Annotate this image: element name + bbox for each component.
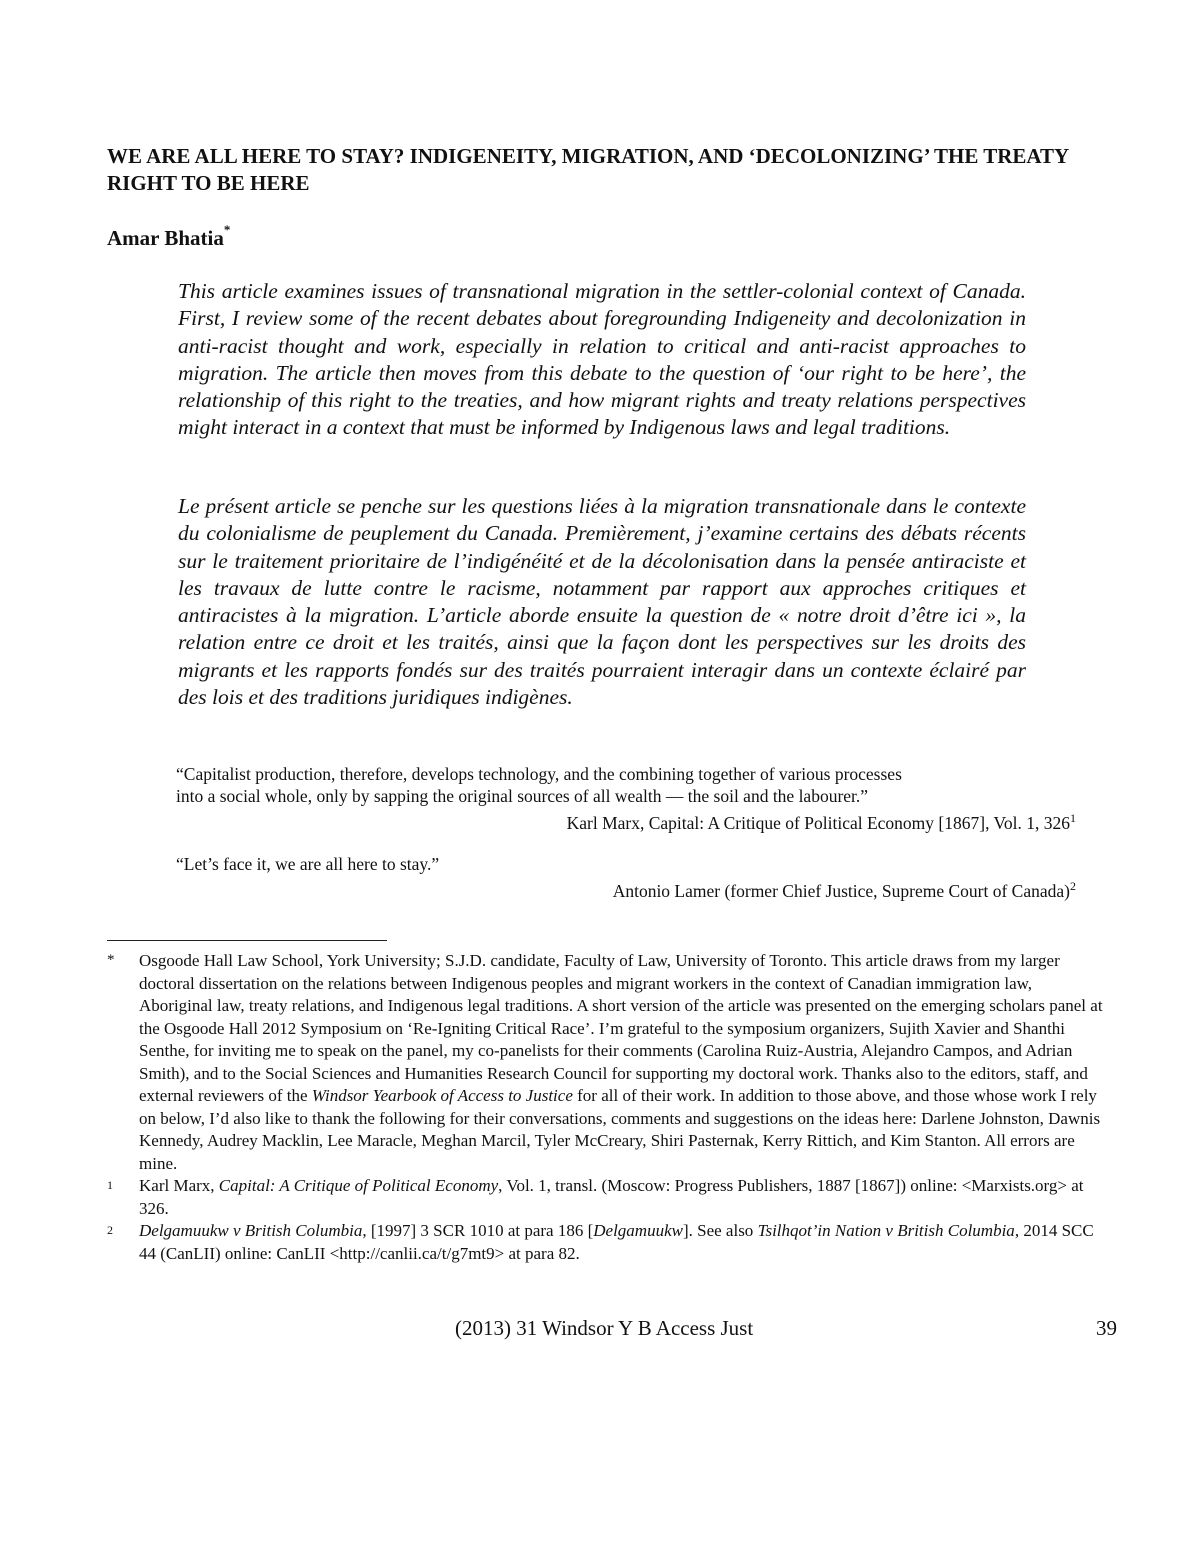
footnote-text	[139, 950, 1103, 1175]
epigraph-quote-line: “Let’s face it, we are all here to stay.”	[176, 854, 440, 874]
epigraph-marx	[176, 763, 1076, 834]
author-line	[107, 222, 231, 251]
abstract-french: Le présent article se penche sur les questions liées à la migration transnationale dans le contexte du colonialisme de peuplement du Canada. Premièrement, j’examine certains des débats récents sur le traitement prioritaire de l’indigénéité et de la décolonisation dans la pensée antiraciste et les travaux de lutte contre le racisme, notamment par rapport aux approches critiques et antiracistes à la migration. L’article aborde ensuite la question de « notre droit d’être ici », la relation entre ce droit et les traités, ainsi que la façon dont les perspectives sur les droits des migrants et les rapports fondés sur des traités pourraient interagir dans un contexte éclairé par des lois et des traditions juridiques indigènes.	[178, 494, 1026, 710]
case-name: Tsilhqot’in Nation v British Columbia	[757, 1221, 1015, 1240]
footnote-text-part: for all of their work. In addition to those above, and those whose work I rely on below, I’d also like to thank the following for their conversations, comments and suggestions on the ideas here: Darlene Johnston, Dawnis Kennedy, Audrey Macklin, Lee Maracle, Meghan Marcil, Tyler McCreary, Shiri Pasternak, Kerry Rittich, and Kim Stanton. All errors are mine.	[139, 1086, 1101, 1173]
epigraph-attribution-text: Karl Marx, Capital: A Critique of Political Economy [1867], Vol. 1, 326	[566, 812, 1070, 833]
footnote-text	[139, 1175, 1103, 1220]
author-name: Amar Bhatia	[107, 226, 224, 250]
footnote-1	[107, 1175, 1103, 1220]
case-short-name: Delgamuukw	[593, 1221, 683, 1240]
epigraph-attribution-text: Antonio Lamer (former Chief Justice, Supreme Court of Canada)	[612, 880, 1070, 901]
footnote-text-part: Osgoode Hall Law School, York University; S.J.D. candidate, Faculty of Law, University of Toronto. This article draws from my larger doctoral dissertation on the relations between Indigenous peoples and migrant workers in the context of Canadian immigration law, Aboriginal law, treaty relations, and Indigenous legal traditions. A short version of the article was presented on the emerging scholars panel at the Osgoode Hall 2012 Symposium on ‘Re-Igniting Critical Race’. I’m grateful to the symposium organizers, Sujith Xavier and Shanthi Senthe, for inviting me to speak on the panel, my co-panelists for their comments (Carolina Ruiz-Austria, Alejandro Campos, and Adrian Smith), and to the Social Sciences and Humanities Research Council for supporting my doctoral work. Thanks also to the editors, staff, and external reviewers of the	[139, 951, 1103, 1105]
footnote-text-part: , 2014 SCC 44 (CanLII) online: CanLII <http://canlii.ca/t/g7mt9> at para 82.	[139, 1221, 1094, 1263]
footnote-text-part: ]. See also	[682, 1221, 758, 1240]
article-title: WE ARE ALL HERE TO STAY? INDIGENEITY, MIGRATION, AND ‘DECOLONIZING’ THE TREATY RIGHT TO BE HERE	[107, 144, 1069, 195]
epigraph-quote-line: into a social whole, only by sapping the original sources of all wealth — the soil and the labourer.”	[176, 786, 869, 806]
footnote-mark: *	[107, 952, 115, 968]
epigraph-attribution	[176, 875, 1076, 902]
page-number: 39	[1096, 1316, 1117, 1340]
epigraph-lamer	[176, 853, 1076, 902]
footnote-star	[107, 950, 1103, 1175]
footnote-ref[interactable]: 1	[1070, 811, 1076, 825]
case-name: Delgamuukw v British Columbia	[139, 1221, 363, 1240]
author-footnote-mark[interactable]: *	[223, 222, 231, 237]
footnote-text-part: , Vol. 1, transl. (Moscow: Progress Publishers, 1887 [1867]) online: <Marxists.org> at 326.	[139, 1176, 1084, 1218]
footnote-2	[107, 1220, 1103, 1265]
footnote-ref[interactable]: 2	[1070, 879, 1076, 893]
epigraph-attribution	[176, 807, 1076, 834]
footnote-mark: 1	[107, 1178, 113, 1192]
footnote-mark: 2	[107, 1223, 113, 1237]
journal-title: Windsor Yearbook of Access to Justice	[311, 1086, 573, 1105]
footnotes	[107, 950, 1103, 1265]
footnote-divider	[107, 940, 387, 941]
abstract-english: This article examines issues of transnational migration in the settler-colonial context of Canada. First, I review some of the recent debates about foregrounding Indigeneity and decolonization in anti-racist thought and work, especially in relation to critical and anti-racist approaches to migration. The article then moves from this debate to the question of ‘our right to be here’, the relationship of this right to the treaties, and how migrant rights and treaty relations perspectives might interact in a context that must be informed by Indigenous laws and legal traditions.	[178, 279, 1026, 440]
footnote-text	[139, 1220, 1103, 1265]
footnote-text-part: , [1997] 3 SCR 1010 at para 186 [	[362, 1221, 594, 1240]
journal-citation: (2013) 31 Windsor Y B Access Just	[455, 1316, 754, 1340]
book-title: Capital: A Critique of Political Economy	[218, 1176, 499, 1195]
footnote-text-part: Karl Marx,	[139, 1176, 219, 1195]
epigraph-quote-line: “Capitalist production, therefore, develops technology, and the combining together of various processes	[176, 764, 902, 784]
